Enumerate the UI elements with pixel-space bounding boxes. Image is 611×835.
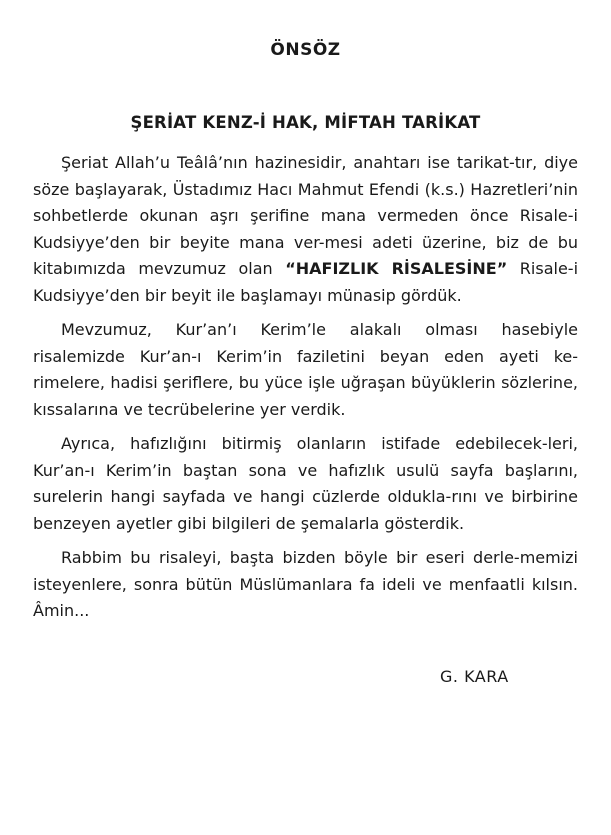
section-title: ŞERİAT KENZ-İ HAK, MİFTAH TARİKAT [130,113,481,132]
paragraph-3: Ayrıca, hafızlığını bitirmiş olanların istifade edebilecek-leri, Kur’an-ı Kerim’in baştan sona ve hafızlık usulü sayfa başlarını, surelerin hangi sayfada ve hangi cüzlerde oldukla-rını ve birbirine benzeyen ayetler gibi bilgileri de şemalarla gösterdik. [33,434,578,533]
body-text [33,150,578,633]
book-title-emphasis: “HAFIZLIK RİSALESİNE” [285,259,508,278]
paragraph-1-text-after: Risale-i Kudsiyye’den bir beyit ile başlamayı münasip gördük. [33,259,579,305]
paragraph-1-text-before: Şeriat Allah’u Teâlâ’nın hazinesidir, anahtarı ise tarikat-tır, diye söze başlayarak, Üstadımız Hacı Mahmut Efendi (k.s.) Hazretleri’nin sohbetlerde okunan aşrı şerifine mana vermeden önce Risale-i Kudsiyye’den bir beyite mana ver-mesi adeti üzerine, biz de bu kitabımızda mevzumuz olan [33,153,578,278]
author-signature: G. KARA [440,667,509,686]
paragraph-1 [33,150,578,309]
paragraph-4: Rabbim bu risaleyi, başta bizden böyle bir eseri derle-memizi isteyenlere, sonra bütün Müslümanlara fa ideli ve menfaatli kılsın. Âmin... [33,548,578,620]
page-title: ÖNSÖZ [270,40,341,60]
paragraph-2: Mevzumuz, Kur’an’ı Kerim’le alakalı olması hasebiyle risalemizde Kur’an-ı Kerim’in faziletini beyan eden ayeti ke-rimelere, hadisi şeriflere, bu yüce işle uğraşan büyüklerin sözlerine, kıssalarına ve tecrübelerine yer verdik. [33,320,578,419]
